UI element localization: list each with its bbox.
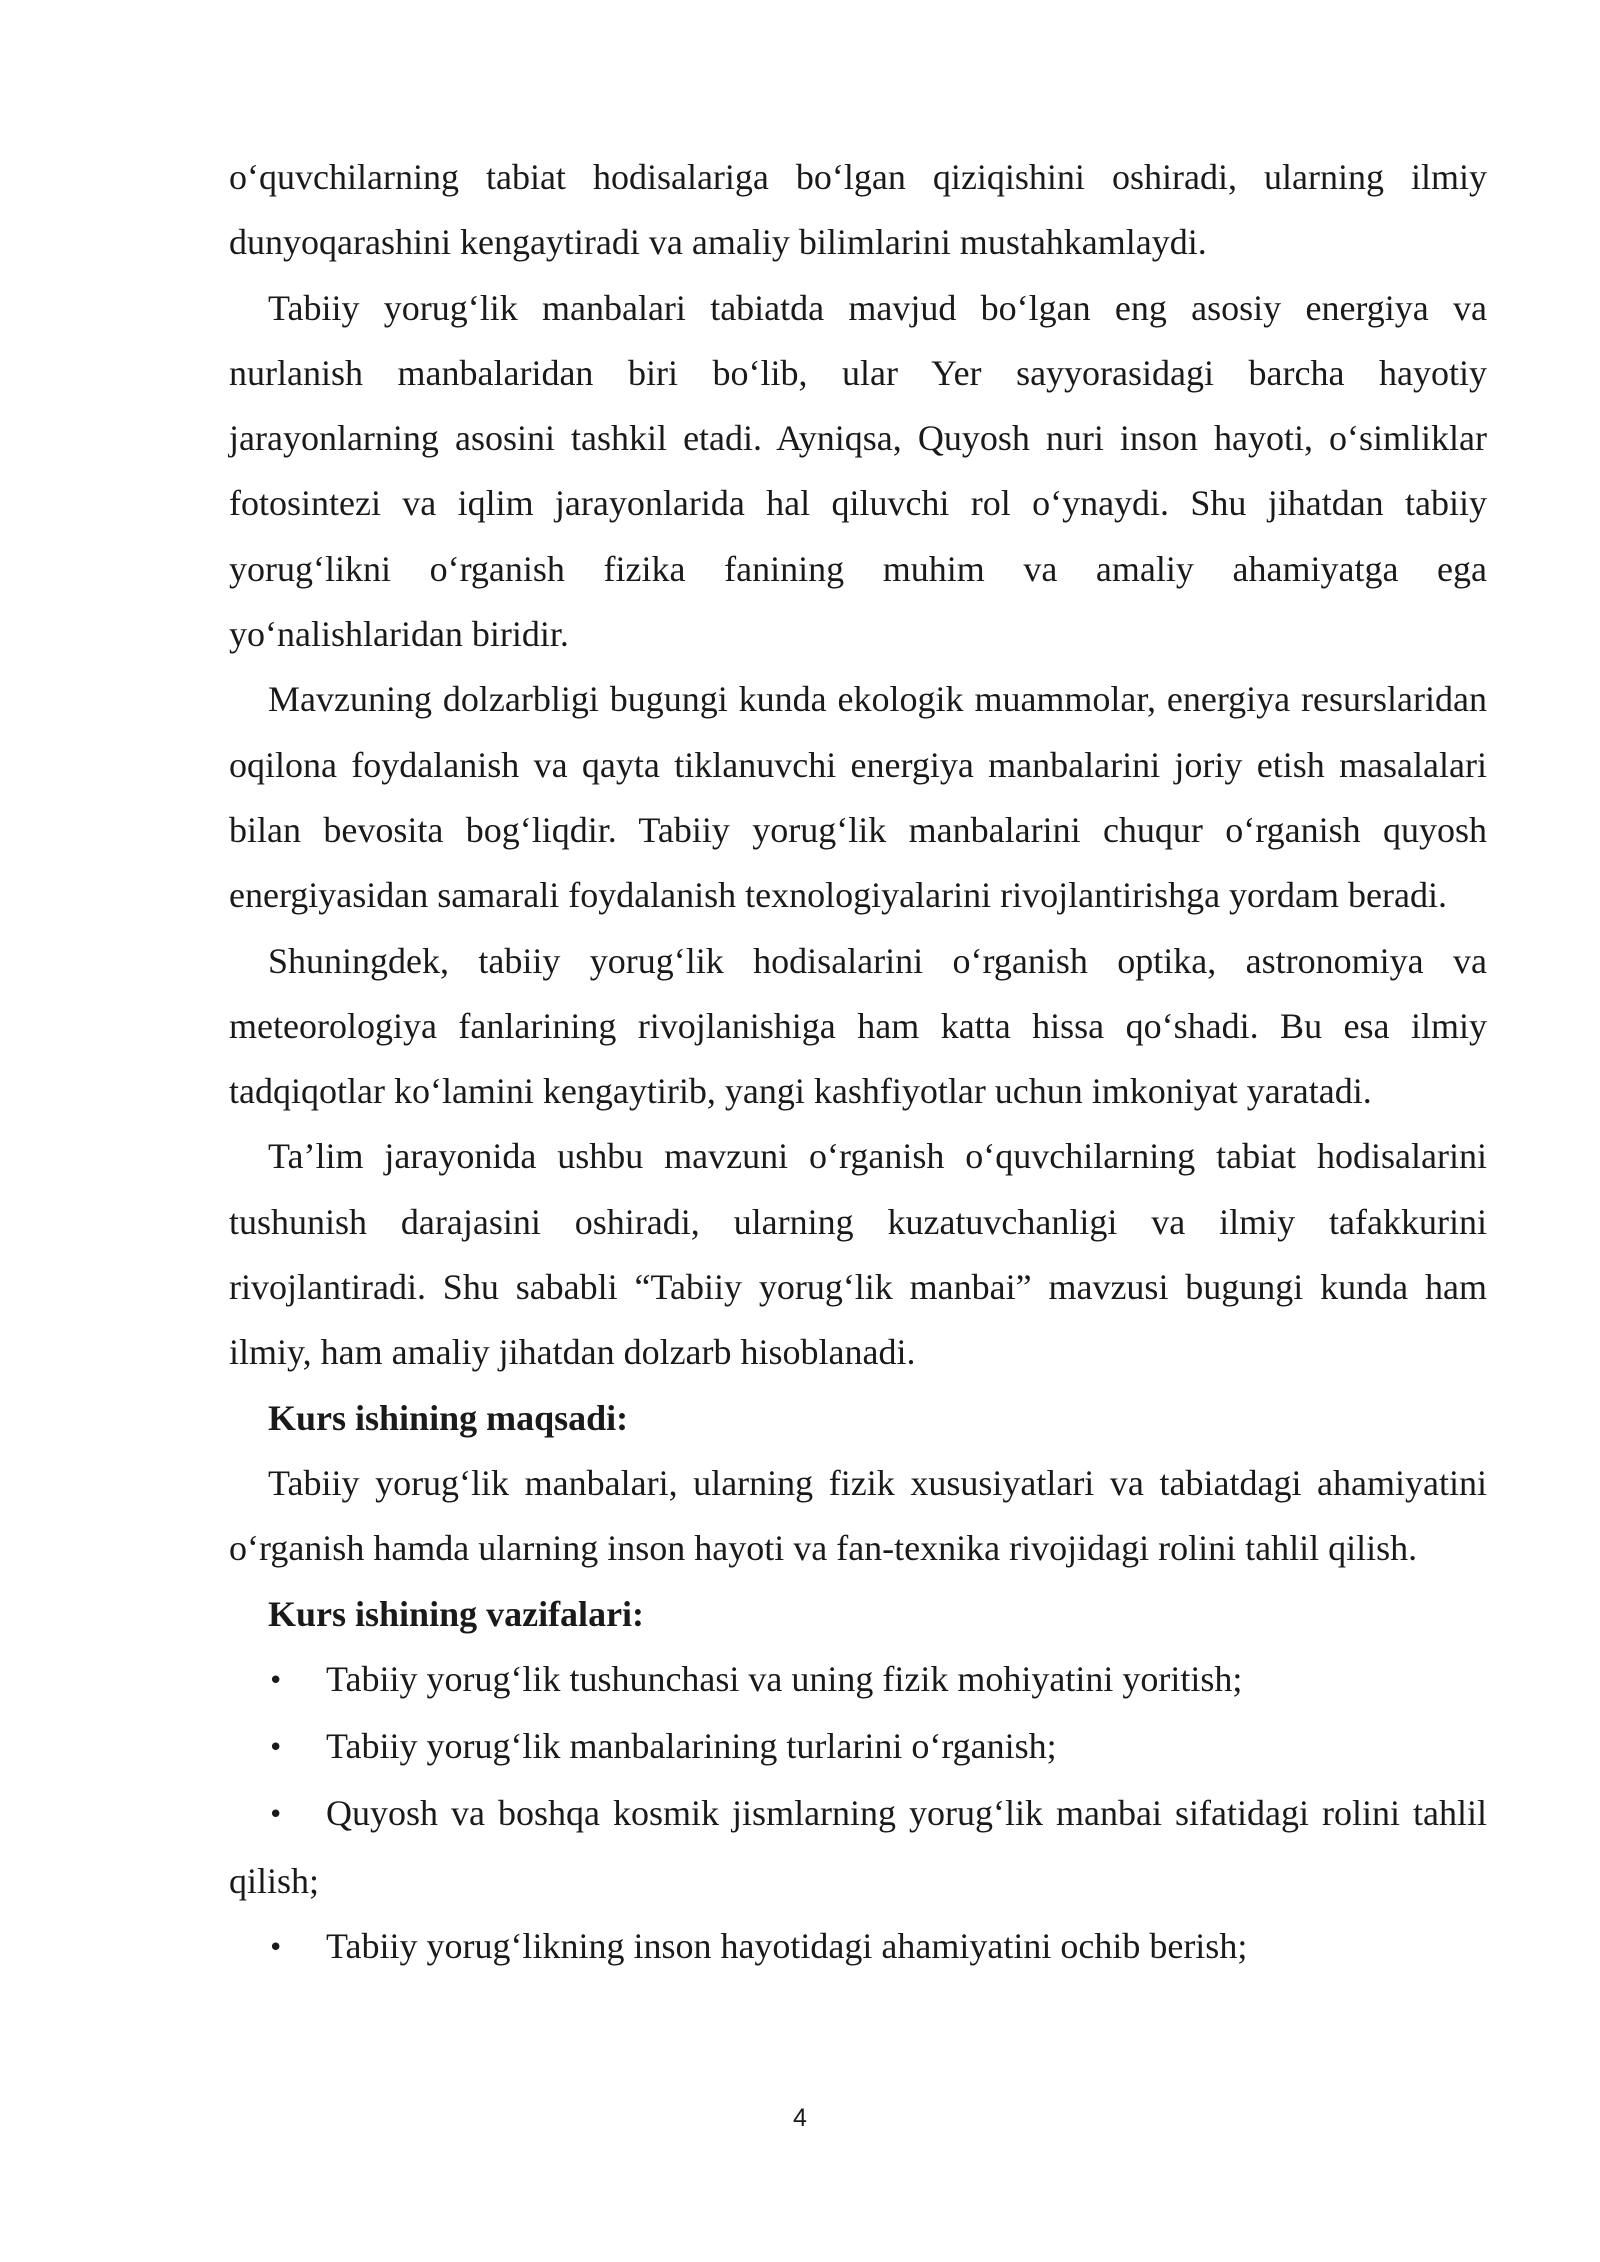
list-item: [229, 1714, 1487, 1781]
list-item-text: Quyosh va boshqa kosmik jismlarning yorug‘lik manbai sifatidagi rolini tahlil qilish;: [229, 1793, 1487, 1901]
page-body: [229, 145, 1487, 1981]
page-number: 4: [793, 2104, 807, 2132]
goal-heading: Kurs ishining maqsadi:: [268, 1397, 629, 1438]
tasks-list: [229, 1647, 1487, 1981]
paragraph-continuation: o‘quvchilarning tabiat hodisalariga bo‘lgan qiziqishini oshiradi, ularning ilmiy dunyoqarashini kengaytiradi va amaliy bilimlarini mustahkamlaydi.: [229, 157, 1487, 263]
paragraph-sciences-contribution: Shuningdek, tabiiy yorug‘lik hodisalarini o‘rganish optika, astronomiya va meteorologiya fanlarining rivojlanishiga ham katta hissa qo‘shadi. Bu esa ilmiy tadqiqotlar ko‘lamini kengaytirib, yangi kashfiyotlar uchun imkoniyat yaratadi.: [229, 940, 1487, 1112]
tasks-heading: Kurs ishining vazifalari:: [268, 1593, 645, 1634]
bullet-icon: •: [268, 1933, 284, 1964]
list-item-text: Tabiiy yorug‘likning inson hayotidagi ahamiyatini ochib berish;: [326, 1926, 1248, 1967]
list-item-text: Tabiiy yorug‘lik manbalarining turlarini o‘rganish;: [326, 1726, 1057, 1767]
bullet-icon: •: [268, 1733, 284, 1764]
bullet-icon: •: [268, 1665, 284, 1696]
paragraph-topic-relevance: Mavzuning dolzarbligi bugungi kunda ekologik muammolar, energiya resurslaridan oqilona foydalanish va qayta tiklanuvchi energiya manbalarini joriy etish masalalari bilan bevosita bog‘liqdir. Tabiiy yorug‘lik manbalarini chuqur o‘rganish quyosh energiyasidan samarali foydalanish texnologiyalarini rivojlantirishga yordam beradi.: [229, 679, 1487, 916]
list-item: [229, 1647, 1487, 1714]
paragraph-natural-light-sources: Tabiiy yorug‘lik manbalari tabiatda mavjud bo‘lgan eng asosiy energiya va nurlanish manbalaridan biri bo‘lib, ular Yer sayyorasidagi barcha hayotiy jarayonlarning asosini tashkil etadi. Ayniqsa, Quyosh nuri inson hayoti, o‘simliklar fotosintezi va iqlim jarayonlarida hal qiluvchi rol o‘ynaydi. Shu jihatdan tabiiy yorug‘likni o‘rganish fizika fanining muhim va amaliy ahamiyatga ega yo‘nalishlaridan biridir.: [229, 287, 1487, 655]
bullet-icon: •: [268, 1800, 284, 1831]
list-item: [229, 1781, 1487, 1914]
list-item: [229, 1914, 1487, 1981]
list-item-text: Tabiiy yorug‘lik tushunchasi va uning fizik mohiyatini yoritish;: [326, 1658, 1243, 1699]
goal-text: Tabiiy yorug‘lik manbalari, ularning fizik xususiyatlari va tabiatdagi ahamiyatini o‘rganish hamda ularning inson hayoti va fan-texnika rivojidagi rolini tahlil qilish.: [229, 1462, 1487, 1569]
paragraph-education-process: Ta’lim jarayonida ushbu mavzuni o‘rganish o‘quvchilarning tabiat hodisalarini tushunish darajasini oshiradi, ularning kuzatuvchanligi va ilmiy tafakkurini rivojlantiradi. Shu sababli “Tabiiy yorug‘lik manbai” mavzusi bugungi kunda ham ilmiy, ham amaliy jihatdan dolzarb hisoblanadi.: [229, 1136, 1487, 1373]
